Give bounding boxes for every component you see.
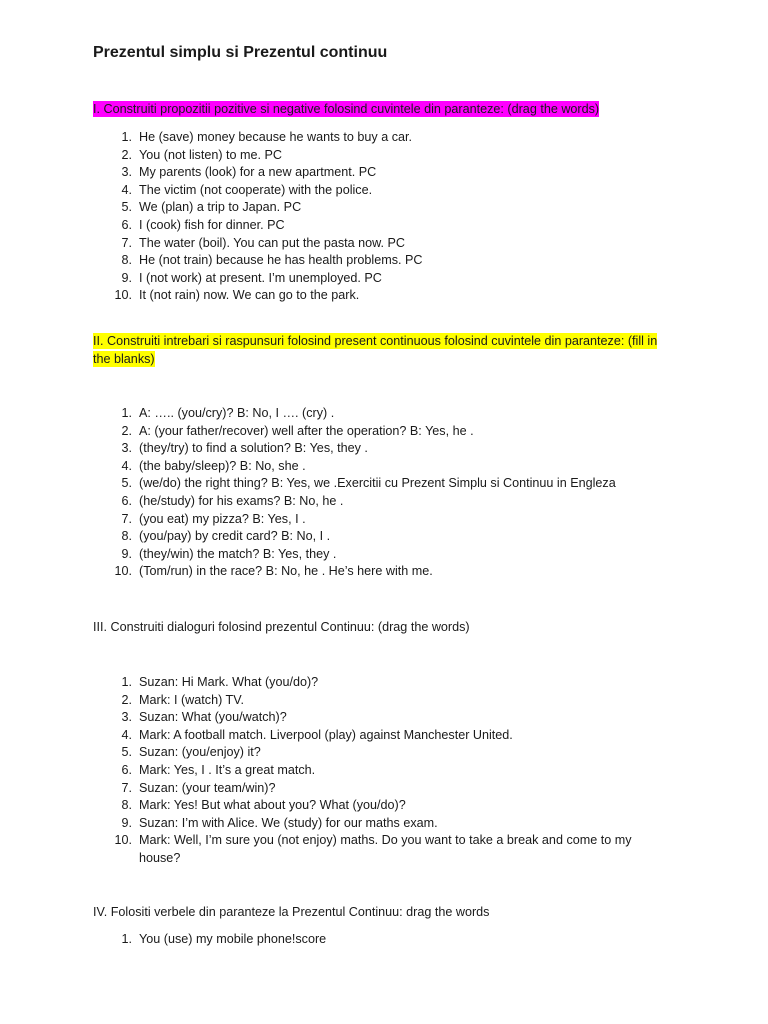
list-item-number: 1. [121,932,132,946]
list-item [110,692,670,710]
section-3-heading [93,619,678,637]
list-item [110,475,670,493]
list-item-text: Suzan: What (you/watch)? [139,710,287,725]
list-item [110,511,670,529]
list-item-text: He (not train) because he has health problems. PC [139,253,423,268]
list-item [110,674,670,692]
list-item-number: 4. [121,182,132,197]
list-item-text: (they/win) the match? B: Yes, they . [139,546,337,561]
list-item-number: 5. [121,745,132,760]
list-item-text: I (not work) at present. I’m unemployed. PC [139,270,382,285]
list-item [110,252,670,270]
list-item-text: You (not listen) to me. PC [139,147,283,162]
section-2-list [110,405,670,581]
list-item-text: (the baby/sleep)? B: No, she . [139,458,306,473]
list-item [110,744,670,762]
list-item-text: A: ….. (you/cry)? B: No, I …. (cry) . [139,406,335,420]
list-item-number: 10. [114,833,132,848]
list-item-text: (Tom/run) in the race? B: No, he . He’s here with me. [139,564,433,579]
list-item-text: The water (boil). You can put the pasta now. PC [139,235,406,250]
list-item [110,217,670,235]
list-item [110,528,670,546]
list-item [110,164,670,182]
list-item-text: We (plan) a trip to Japan. PC [139,200,302,215]
list-item-number: 5. [121,200,132,215]
list-item-number: 2. [121,147,132,162]
section-2-heading-text: II. Construiti intrebari si raspunsuri folosind present continuous folosind cuvintele din paranteze: (fill in the blanks) [93,334,658,366]
list-item-text: Mark: A football match. Liverpool (play) against Manchester United. [139,727,513,742]
list-item-number: 6. [121,493,132,508]
list-item [110,423,670,441]
section-3-list [110,674,670,868]
list-item [110,270,670,288]
list-item-text: (we/do) the right thing? B: Yes, we .Exercitii cu Prezent Simplu si Continuu in Engleza [139,476,616,491]
list-item-text: Mark: I (watch) TV. [139,692,244,707]
list-item-text: The victim (not cooperate) with the police. [139,182,373,197]
list-item-number: 1. [121,406,132,420]
list-item-number: 1. [121,675,132,689]
list-item-number: 10. [114,288,132,303]
section-4-heading-text: IV. Folositi verbele din paranteze la Prezentul Continuu: drag the words [93,905,490,919]
list-item-text: (he/study) for his exams? B: No, he . [139,493,344,508]
section-2-heading [93,333,678,368]
list-item [110,405,670,423]
list-item-number: 9. [121,546,132,561]
list-item-number: 10. [114,564,132,579]
list-item-number: 5. [121,476,132,491]
list-item-number: 2. [121,692,132,707]
list-item [110,287,670,305]
list-item-text: Suzan: I’m with Alice. We (study) for our maths exam. [139,815,438,830]
list-item-text: You (use) my mobile phone!score [139,932,327,946]
list-item [110,762,670,780]
list-item-number: 7. [121,780,132,795]
list-item [110,563,670,581]
list-item-text: Suzan: (your team/win)? [139,780,276,795]
list-item-number: 9. [121,815,132,830]
page-title: Prezentul simplu si Prezentul continuu [93,44,388,61]
list-item [110,235,670,253]
list-item-number: 8. [121,529,132,544]
list-item-text: A: (your father/recover) well after the operation? B: Yes, he . [139,423,474,438]
list-item [110,931,670,949]
list-item-text: Mark: Well, I’m sure you (not enjoy) maths. Do you want to take a break and come to my house? [139,833,632,865]
section-4-list [110,931,670,949]
list-item-text: (you eat) my pizza? B: Yes, I . [139,511,306,526]
list-item [110,147,670,165]
list-item [110,832,670,867]
list-item [110,129,670,147]
list-item-number: 4. [121,727,132,742]
section-4-heading [93,904,678,922]
list-item-text: It (not rain) now. We can go to the park. [139,288,360,303]
list-item-text: I (cook) fish for dinner. PC [139,217,285,232]
list-item-number: 6. [121,762,132,777]
list-item [110,458,670,476]
list-item [110,727,670,745]
list-item-number: 1. [121,130,132,144]
list-item-number: 4. [121,458,132,473]
list-item-number: 9. [121,270,132,285]
list-item [110,440,670,458]
list-item-text: Suzan: (you/enjoy) it? [139,745,261,760]
section-1-heading [93,101,678,119]
list-item-text: Suzan: Hi Mark. What (you/do)? [139,675,319,689]
list-item-number: 8. [121,253,132,268]
list-item [110,709,670,727]
list-item-number: 3. [121,441,132,456]
section-3-heading-text: III. Construiti dialoguri folosind prezentul Continuu: (drag the words) [93,620,470,634]
section-1-heading-text: I. Construiti propozitii pozitive si negative folosind cuvintele din paranteze: (drag the words) [93,102,600,116]
list-item-number: 3. [121,165,132,180]
list-item [110,815,670,833]
list-item-number: 2. [121,423,132,438]
list-item-text: My parents (look) for a new apartment. PC [139,165,377,180]
list-item-number: 6. [121,217,132,232]
section-1-list [110,129,670,305]
list-item [110,493,670,511]
list-item [110,199,670,217]
list-item [110,780,670,798]
list-item-text: (you/pay) by credit card? B: No, I . [139,529,331,544]
list-item-number: 3. [121,710,132,725]
list-item-number: 8. [121,798,132,813]
list-item [110,546,670,564]
list-item-text: (they/try) to find a solution? B: Yes, they . [139,441,368,456]
list-item-number: 7. [121,511,132,526]
list-item [110,797,670,815]
list-item-number: 7. [121,235,132,250]
list-item-text: Mark: Yes, I . It’s a great match. [139,762,316,777]
list-item-text: He (save) money because he wants to buy a car. [139,130,413,144]
list-item-text: Mark: Yes! But what about you? What (you/do)? [139,798,406,813]
list-item [110,182,670,200]
